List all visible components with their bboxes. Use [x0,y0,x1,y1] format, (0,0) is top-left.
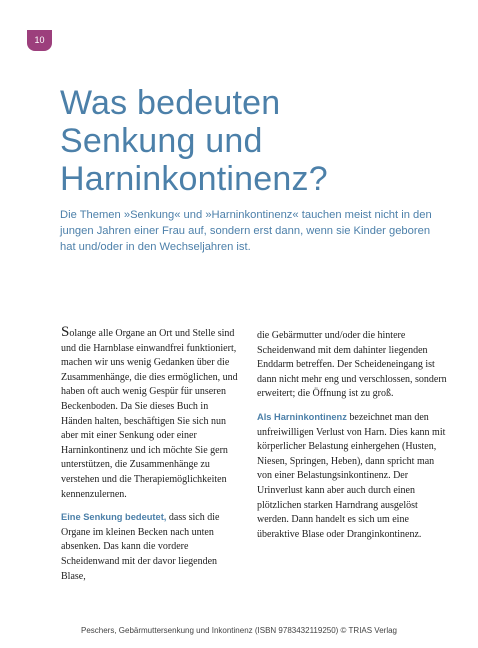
lead-paragraph: Die Themen »Senkung« und »Harninkontinenz« tauchen meist nicht in den jungen Jahren einer Frau auf, sondern erst dann, wenn sie Kinder geboren hat und/oder in den Wechseljahren ist. [60,209,432,253]
page-footer: Peschers, Gebärmuttersenkung und Inkontinenz (ISBN 9783432119250) © TRIAS Verlag [80,626,397,635]
highlight-senkung: Eine Senkung bedeutet, [61,512,167,523]
left-paragraph-2-text: dass sich die Organe im kleinen Becken nach unten absenken. Das kann die vordere Scheidenwand mit der davor liegenden Blase, [61,512,220,582]
title-line-3: Harninkontinenz? [60,160,328,198]
left-text-column [61,324,241,592]
left-paragraph-2 [61,510,241,584]
title-line-2: Senkung und [60,122,263,160]
title-line-1: Was bedeuten [60,84,281,122]
right-paragraph-1: die Gebärmutter und/oder die hintere Scheidenwand mit dem dahinter liegenden Enddarm betreffen. Der Scheideneingang ist dann nicht mehr eng und verschlossen, sondern erweitert; die Öffnung ist zu groß. [257,330,447,400]
right-paragraph-2-text: bezeichnet man den unfreiwilligen Verlust von Harn. Dies kann mit körperlicher Belastung einhergehen (Husten, Niesen, Springen, Heben), dann spricht man von einer Belastungsinkontinenz. Der Urinverlust kann aber auch durch einen plötzlichen starken Harndrang ausgelöst werden. Dann handelt es sich um eine überaktive Blase oder Dranginkontinenz. [257,411,446,540]
highlight-harninkontinenz: Als Harninkontinenz [257,411,347,422]
page-title [60,84,460,198]
page-number-badge: 10 [27,30,52,51]
drop-cap: S [61,324,70,340]
left-paragraph-1-text: olange alle Organe an Ort und Stelle sind und die Harnblase einwandfrei funktioniert, machen wir uns wenig Gedanken über die Zusammenhänge, die dies ermöglichen, und haben oft auch wenig Gespür für unseren Beckenboden. Da Sie dieses Buch in Händen halten, beschäftigen Sie sich nun aber mit einer Senkung oder einer Harninkontinenz und ich möchte Sie gern unterstützen, die Zusammenhänge zu verstehen und die Therapiemöglichkeiten kennenzulernen. [61,328,238,500]
right-paragraph-2 [257,410,447,542]
left-paragraph-1 [61,324,241,502]
right-text-column [257,329,447,550]
